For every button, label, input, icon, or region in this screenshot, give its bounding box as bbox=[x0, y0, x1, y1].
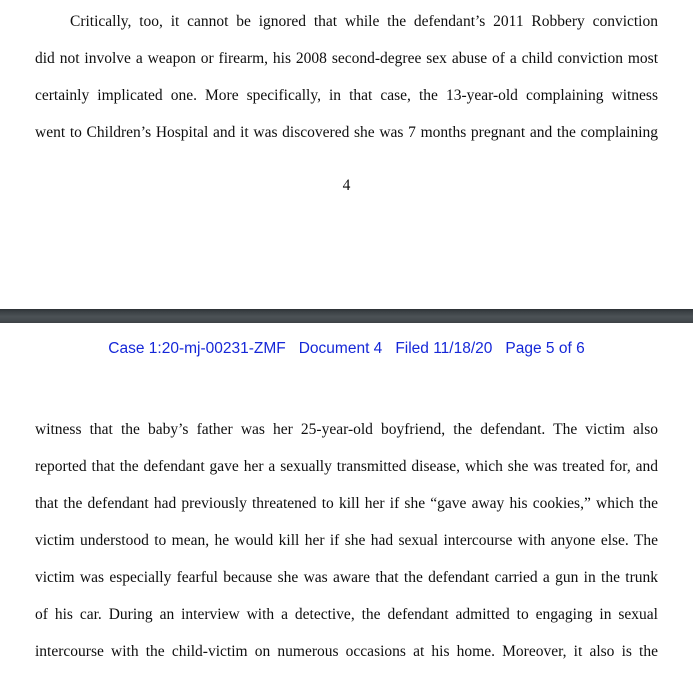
body-line: reported that the defendant gave her a sexually transmitted disease, which she was treated for, and bbox=[35, 458, 658, 475]
body-line: victim understood to mean, he would kill her if she had sexual intercourse with anyone else. The bbox=[35, 532, 658, 549]
stamp-filed-date: Filed 11/18/20 bbox=[395, 340, 493, 357]
body-line: of his car. During an interview with a detective, the defendant admitted to engaging in sexual bbox=[35, 606, 658, 623]
body-line: went to Children’s Hospital and it was discovered she was 7 months pregnant and the complaining bbox=[35, 124, 658, 141]
body-line: did not involve a weapon or firearm, his 2008 second-degree sex abuse of a child conviction most bbox=[35, 50, 658, 67]
body-line: victim was especially fearful because she was aware that the defendant carried a gun in the trunk bbox=[35, 569, 658, 586]
body-line: certainly implicated one. More specifically, in that case, the 13-year-old complaining witness bbox=[35, 87, 658, 104]
page-number: 4 bbox=[342, 177, 351, 194]
stamp-case-number: Case 1:20-mj-00231-ZMF bbox=[108, 340, 286, 357]
stamp-document-label: Document 4 bbox=[298, 340, 383, 357]
body-line: intercourse with the child-victim on numerous occasions at his home. Moreover, it also is the bbox=[35, 643, 658, 660]
page-break-divider bbox=[0, 309, 693, 323]
page-5-body bbox=[35, 411, 658, 670]
stamp-page-label: Page 5 of 6 bbox=[505, 340, 585, 357]
case-stamp-header bbox=[0, 340, 693, 358]
page-4-body bbox=[35, 3, 658, 151]
body-line: that the defendant had previously threatened to kill her if she “gave away his cookies,” which the bbox=[35, 495, 658, 512]
body-line: witness that the baby’s father was her 25-year-old boyfriend, the defendant. The victim also bbox=[35, 421, 658, 438]
body-line: Critically, too, it cannot be ignored that while the defendant’s 2011 Robbery conviction bbox=[70, 13, 658, 30]
